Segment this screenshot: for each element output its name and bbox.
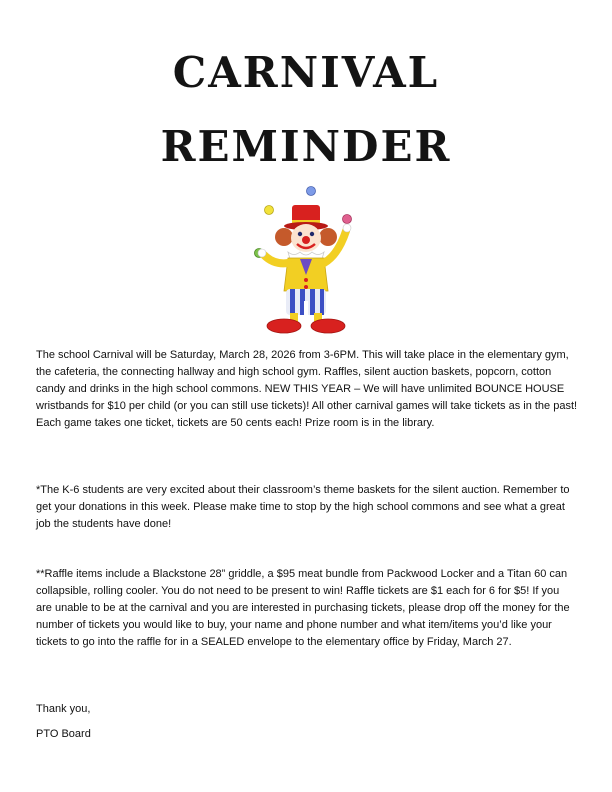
- carnival-details-paragraph: The school Carnival will be Saturday, March 28, 2026 from 3-6PM. This will take place in the elementary gym, the cafeteria, the connecting hallway and high school gym. Raffles, silent auction baskets, popcorn, cotton candy and drinks in the high school commons. NEW THIS YEAR – We will have unlimited BOUNCE HOUSE wristbands for $10 per child (or you can still use tickets)! All other carnival games will take tickets as in the past! Each game takes one ticket, tickets are 50 cents each! Prize room is in the library.: [36, 349, 578, 429]
- signature: PTO Board: [36, 728, 91, 740]
- silent-auction-paragraph: *The K-6 students are very excited about their classroom’s theme baskets for the silent auction. Remember to get your donations in this week. Please make time to stop by the high school commons and see what a great job the students have done!: [36, 484, 570, 530]
- closing-thanks: Thank you,: [36, 703, 91, 715]
- juggling-ball-blue: [307, 187, 316, 196]
- clown-arm-left: [264, 255, 288, 263]
- juggling-ball-yellow: [265, 206, 274, 215]
- title-line-carnival: CARNIVAL: [172, 48, 440, 97]
- clown-face: [291, 224, 321, 252]
- clown-shoe-left: [267, 319, 301, 333]
- clown-glove-right: [343, 224, 351, 232]
- juggling-clown-icon: [244, 183, 368, 338]
- raffle-paragraph: **Raffle items include a Blackstone 28” griddle, a $95 meat bundle from Packwood Locker and a Titan 60 can collapsible, rolling cooler. You do not need to be present to win! Raffle tickets are $1 each for 6 for $5! If you are unable to be at the carnival and you are interested in purchasing tickets, please drop off the money for the number of tickets you would like to buy, your name and phone number and what item/items you’d like your tickets to go into the raffle for in a SEALED envelope to the elementary office by Friday, March 27.: [36, 568, 570, 648]
- clown-hair-right: [319, 228, 337, 246]
- clown-hair-left: [275, 228, 293, 246]
- title-line-reminder: REMINDER: [160, 122, 452, 171]
- juggling-ball-pink: [343, 215, 352, 224]
- clown-shoe-right: [311, 319, 345, 333]
- clown-pants: [286, 289, 326, 315]
- clown-glove-left: [258, 249, 266, 257]
